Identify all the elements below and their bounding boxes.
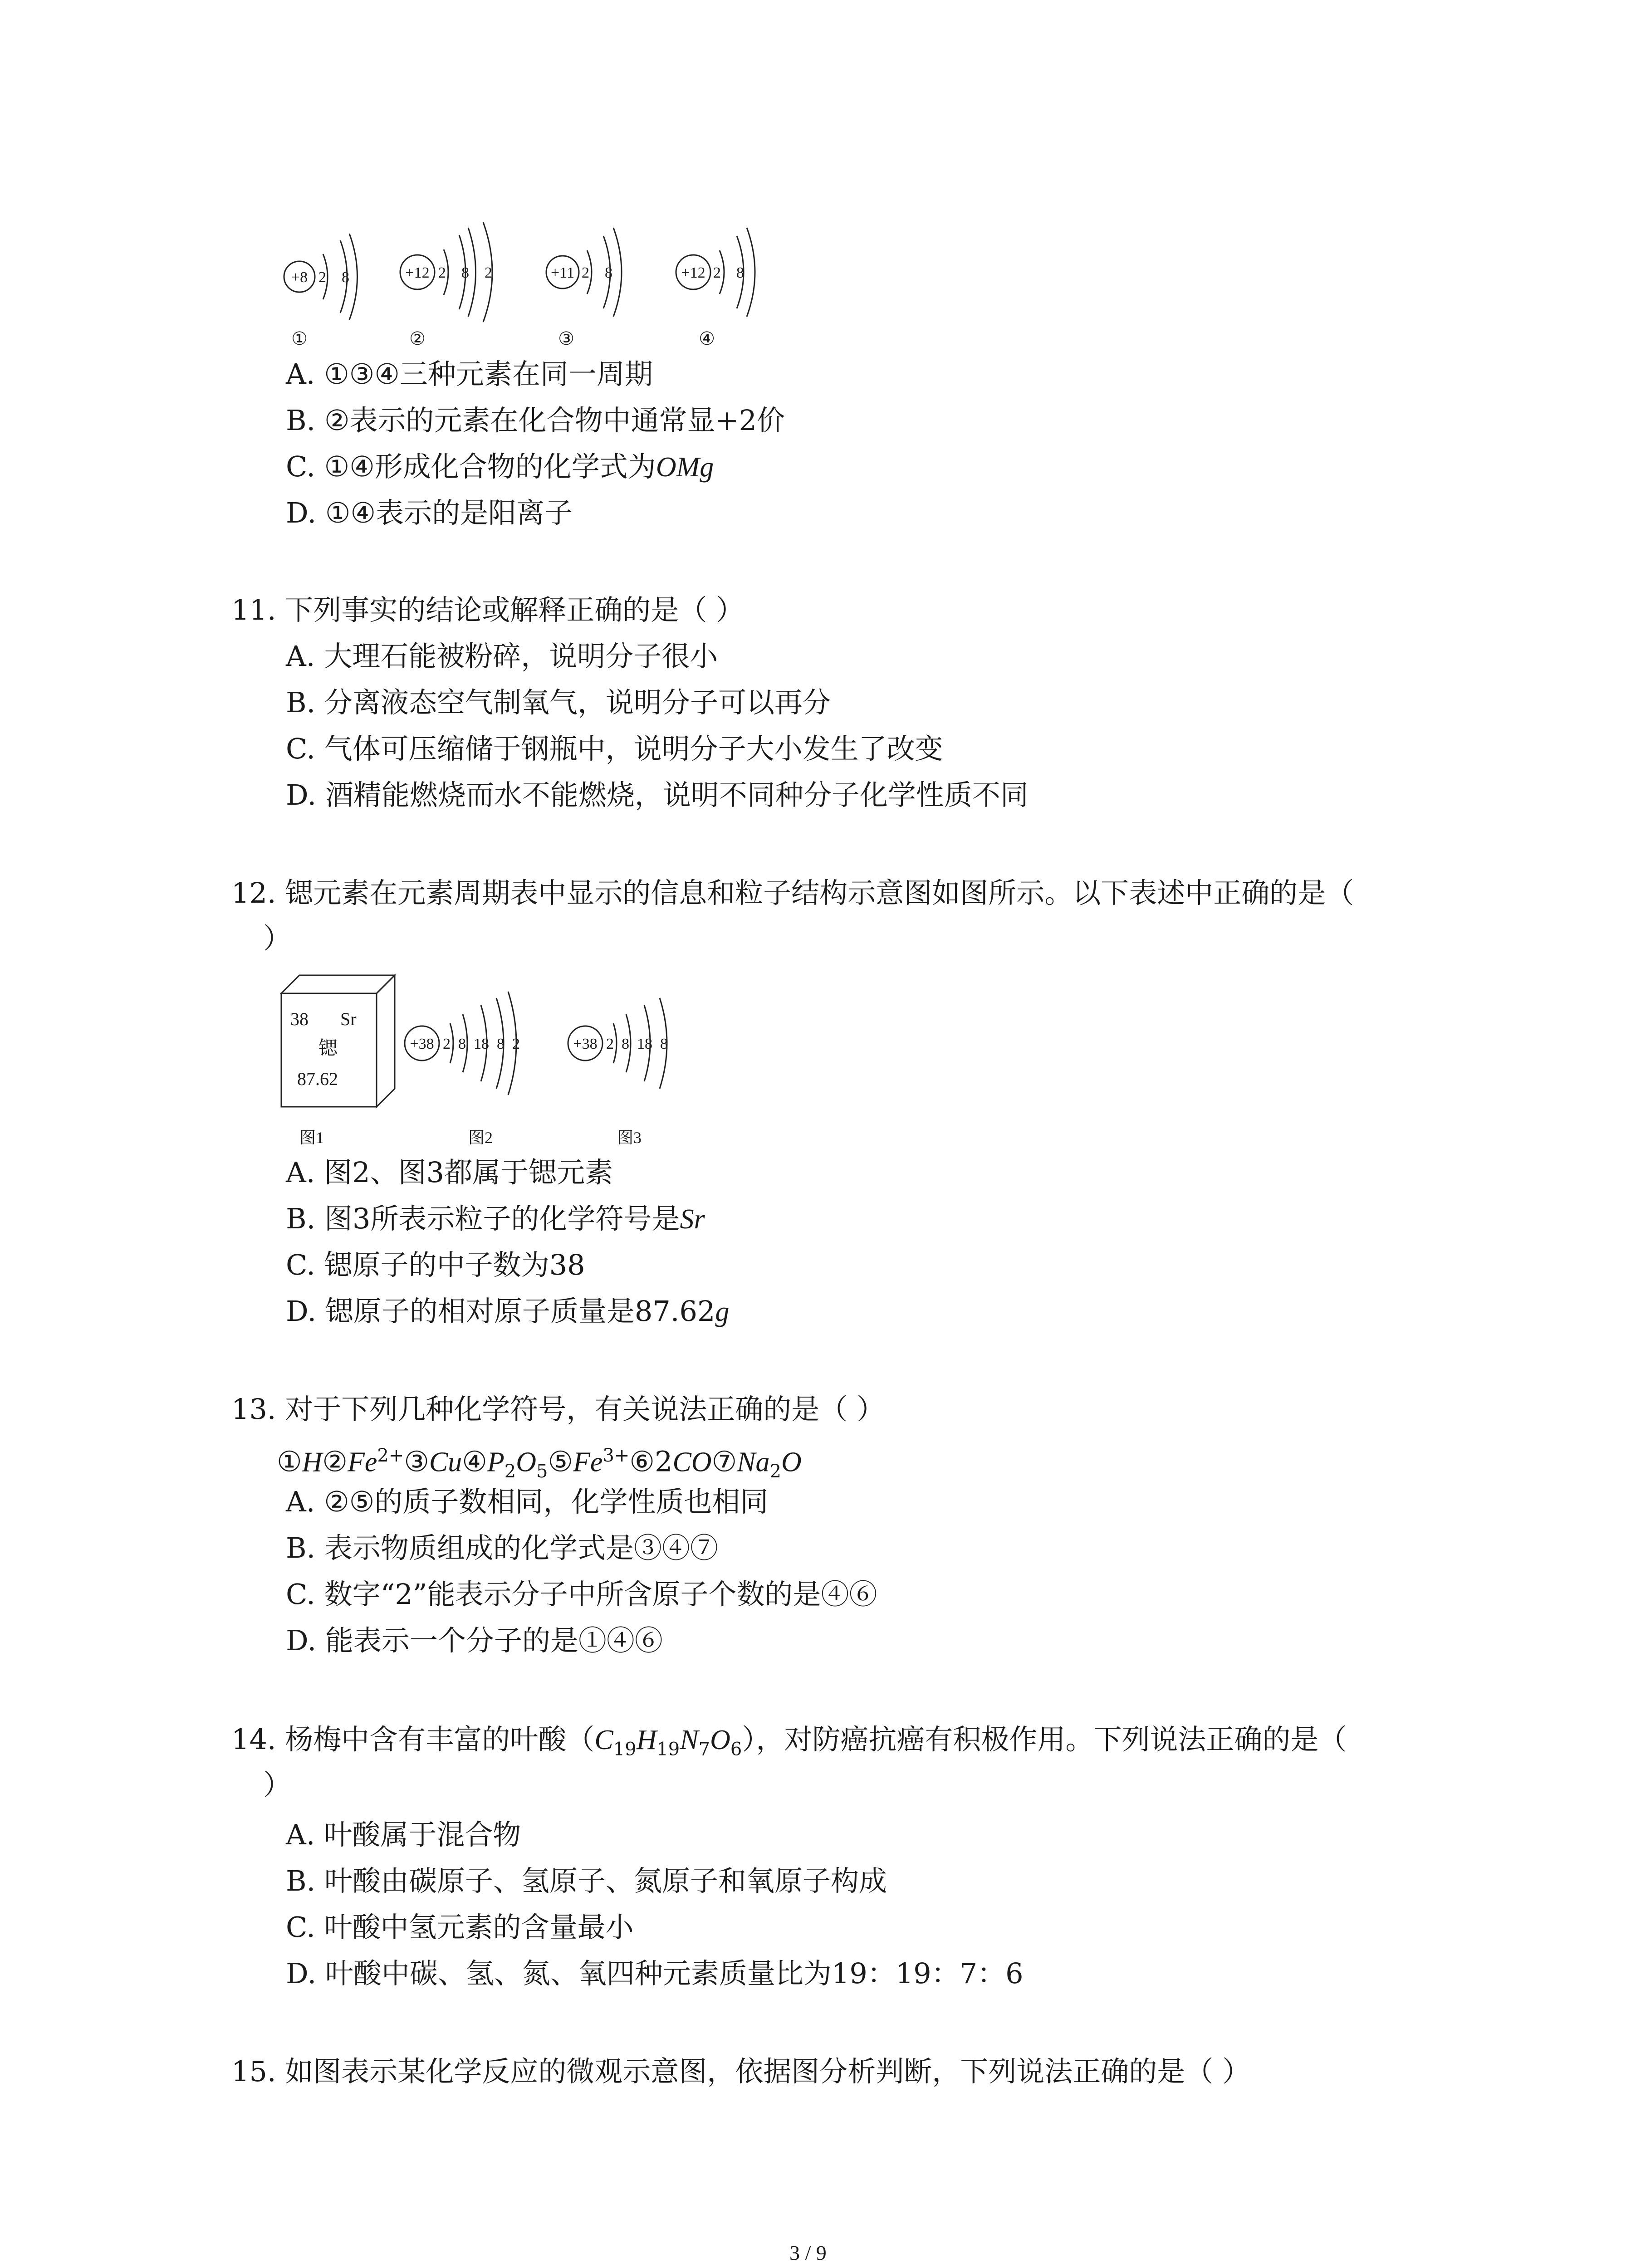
q12-stem-continued: ） [263, 922, 292, 955]
q11-stem: 11. 下列事实的结论或解释正确的是（ ） [231, 593, 745, 626]
q14-option-d: D. 叶酸中碳、氢、氮、氧四种元素质量比为19：19：7：6 [286, 1957, 1024, 1990]
q14-option-c: C. 叶酸中氢元素的含量最小 [286, 1911, 634, 1944]
q12-option-c: C. 锶原子的中子数为38 [286, 1248, 585, 1281]
q12-option-b [286, 1198, 705, 1240]
nucleus-charge: +11 [551, 264, 574, 281]
atom-label: ② [409, 328, 426, 349]
q10-option-b: B. ②表示的元素在化合物中通常显+2价 [286, 404, 785, 437]
atom-label: ③ [558, 328, 574, 349]
atom-structure-figure [272, 213, 771, 358]
option-text: D. 锶原子的相对原子质量是87.62 [286, 1295, 715, 1328]
q11-option-d: D. 酒精能燃烧而水不能燃烧，说明不同种分子化学性质不同 [286, 778, 1029, 811]
atom-diagram-1 [284, 234, 358, 349]
nucleus-charge: +12 [405, 264, 430, 281]
strontium-figure [272, 966, 726, 1157]
option-text: C. ①④形成化合物的化学式为 [286, 450, 656, 483]
nucleus-charge: +12 [681, 264, 705, 281]
q10-option-d: D. ①④表示的是阳离子 [286, 496, 573, 529]
q14-stem-continued: ） [263, 1768, 292, 1801]
q10-option-a: A. ①③④三种元素在同一周期 [286, 357, 653, 391]
electron-shells: 2 8 18 8 [606, 1036, 668, 1052]
atom-label: ① [291, 328, 308, 349]
atom-diagram-4 [676, 228, 755, 349]
chemical-symbol: Sr [680, 1204, 705, 1235]
q13-option-c: C. 数字“2”能表示分子中所含原子个数的是④⑥ [286, 1578, 877, 1611]
q14-stem: 14. 杨梅中含有丰富的叶酸$(C_{19}H_{19}N_7O_6)$，对防癌抗癌有积极作用。下列说法正确的是（ [231, 1723, 1347, 1760]
q11-option-b: B. 分离液态空气制氧气，说明分子可以再分 [286, 686, 831, 719]
q13-stem: 13. 对于下列几种化学符号，有关说法正确的是（ ） [231, 1393, 885, 1426]
electron-shells: 2 8 [582, 264, 612, 281]
q13-symbols-line: $①H②Fe^{2+}③Cu④P_2O_5⑤Fe^{3+}⑥2CO⑦Na_2O$ [277, 1445, 802, 1482]
q12-option-a: A. 图2、图3都属于锶元素 [286, 1156, 613, 1189]
q12-stem: 12. 锶元素在元素周期表中显示的信息和粒子结构示意图如图所示。以下表述中正确的是（ [231, 876, 1354, 909]
q11-option-c: C. 气体可压缩储于钢瓶中，说明分子大小发生了改变 [286, 732, 943, 765]
atom-label: ④ [699, 328, 715, 349]
electron-shells: 2 8 [318, 269, 349, 286]
atom-diagram-fig2 [405, 992, 520, 1095]
caption-fig2: 图2 [468, 1129, 493, 1147]
caption-fig3: 图3 [617, 1129, 642, 1147]
q12-option-d [286, 1291, 729, 1332]
chemical-formula: OMg [656, 452, 714, 483]
unit: g [715, 1296, 730, 1327]
q11-option-a: A. 大理石能被粉碎，说明分子很小 [286, 640, 718, 673]
electron-shells: 2 8 [713, 264, 744, 281]
electron-shells: 2 8 18 8 2 [443, 1036, 520, 1052]
atom-diagram-2 [400, 222, 492, 349]
caption-fig1: 图1 [299, 1129, 324, 1147]
atomic-mass: 87.62 [297, 1069, 338, 1089]
q13-option-b: B. 表示物质组成的化学式是③④⑦ [286, 1531, 718, 1564]
ion-diagram-fig3 [568, 998, 668, 1089]
q10-option-c [286, 446, 714, 488]
q14-option-a: A. 叶酸属于混合物 [286, 1818, 521, 1851]
option-text: B. 图3所表示粒子的化学符号是 [286, 1202, 680, 1235]
nucleus-charge: +38 [410, 1036, 434, 1052]
page-number: 3 / 9 [789, 2241, 827, 2264]
nucleus-charge: +8 [291, 269, 308, 286]
electron-shells: 2 8 2 [438, 264, 492, 281]
atomic-number: 38 [290, 1009, 309, 1029]
atom-diagram-3 [546, 228, 622, 349]
q15-stem: 15. 如图表示某化学反应的微观示意图，依据图分析判断，下列说法正确的是（ ） [231, 2055, 1251, 2088]
q13-option-d: D. 能表示一个分子的是①④⑥ [286, 1624, 663, 1657]
element-symbol: Sr [340, 1009, 357, 1029]
periodic-table-cell [281, 975, 395, 1107]
q14-option-b: B. 叶酸由碳原子、氢原子、氮原子和氧原子构成 [286, 1864, 887, 1897]
element-name: 锶 [318, 1038, 338, 1059]
q13-option-a: A. ②⑤的质子数相同，化学性质也相同 [286, 1485, 769, 1518]
nucleus-charge: +38 [573, 1036, 598, 1052]
